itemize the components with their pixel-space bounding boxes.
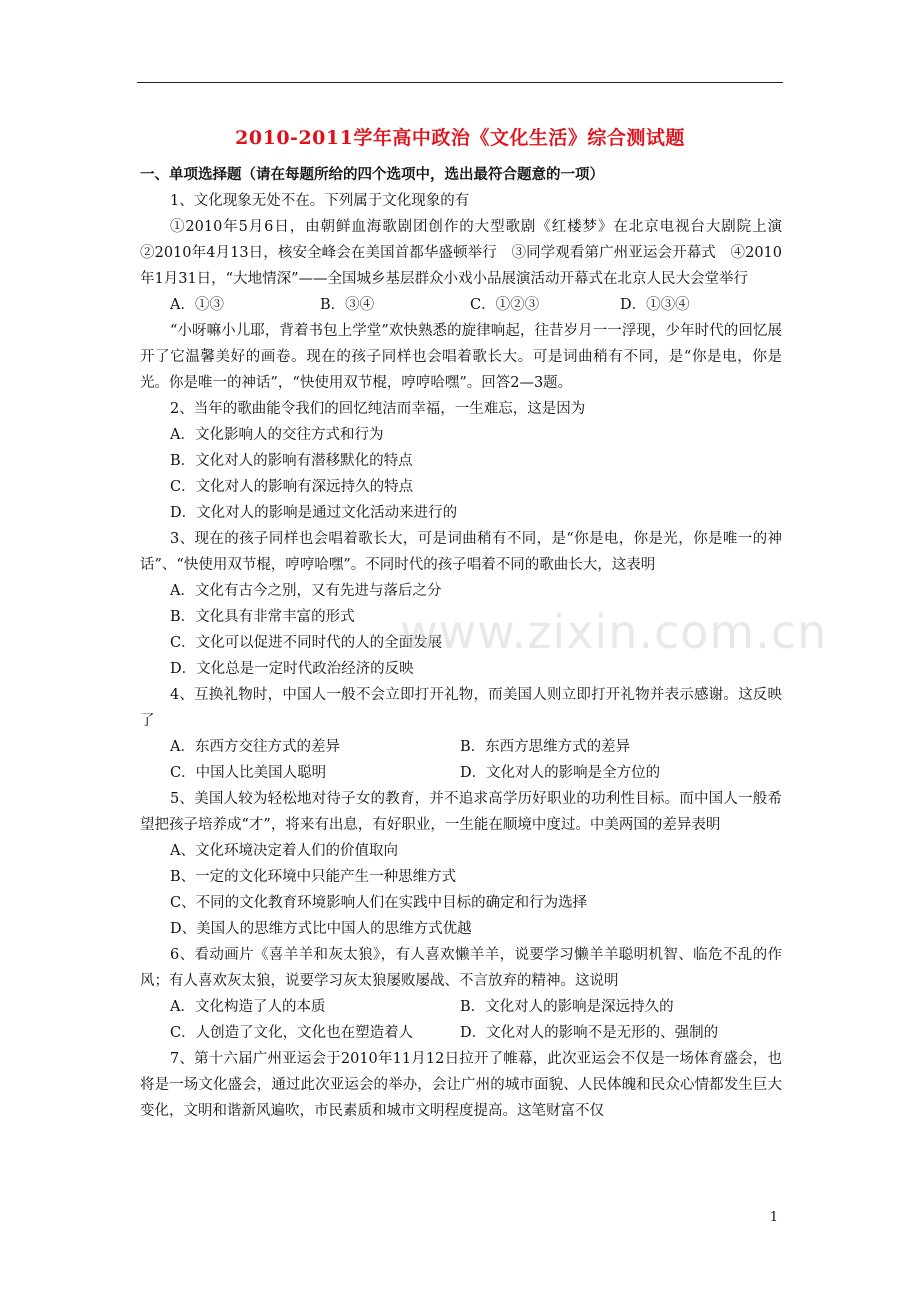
- option-b: B．文化对人的影响是深远持久的: [460, 999, 674, 1015]
- option-d: D．文化对人的影响是全方位的: [460, 765, 661, 781]
- option-d: D．文化对人的影响不是无形的、强制的: [460, 1025, 719, 1041]
- question-6-stem: 6、看动画片《喜羊羊和灰太狼》，有人喜欢懒羊羊，说要学习懒羊羊聪明机智、临危不乱的作风；有人喜欢灰太狼，说要学习灰太狼屡败屡战、不言放弃的精神。这说明: [140, 947, 782, 989]
- option-c: C．文化可以促进不同时代的人的全面发展: [170, 635, 443, 651]
- option-a: A．东西方交往方式的差异: [170, 739, 340, 755]
- header-rule: [137, 82, 783, 83]
- option-d: D．文化总是一定时代政治经济的反映: [170, 661, 414, 677]
- watermark: www.zixin.com.cn: [400, 605, 828, 659]
- question-4-options-row2: [140, 760, 782, 786]
- option-d: D．文化对人的影响是通过文化活动来进行的: [170, 505, 458, 521]
- question-1-options: [140, 292, 782, 318]
- option-a: A．文化影响人的交往方式和行为: [170, 427, 384, 443]
- question-6-options-row2: [140, 1020, 782, 1046]
- option-b: B．文化对人的影响有潜移默化的特点: [170, 453, 413, 469]
- question-2-stem: 2、当年的歌曲能令我们的回忆纯洁而幸福，一生难忘，这是因为: [170, 401, 586, 417]
- option-d: D．①③④: [620, 297, 690, 313]
- question-7-stem: 7、第十六届广州亚运会于2010年11月12日拉开了帷幕，此次亚运会不仅是一场体育盛会，也将是一场文化盛会，通过此次亚运会的举办，会让广州的城市面貌、人民体魄和民众心情都发生巨大变化，文明和谐新风遍吹，市民素质和城市文明程度提高。这笔财富不仅: [140, 1051, 782, 1119]
- option-a: A、文化环境决定着人们的价值取向: [170, 843, 398, 859]
- question-3-stem: 3、现在的孩子同样也会唱着歌长大，可是词曲稍有不同，是“你是电，你是光，你是唯一的神话”、“快使用双节棍，哼哼哈嘿”。不同时代的孩子唱着不同的歌曲长大，这表明: [140, 531, 782, 573]
- option-b: B、一定的文化环境中只能产生一种思维方式: [170, 869, 457, 885]
- question-1-stem: 1、文化现象无处不在。下列属于文化现象的有: [170, 193, 470, 209]
- option-c: C．中国人比美国人聪明: [170, 765, 327, 781]
- question-1-items: ①2010年5月6日，由朝鲜血海歌剧团创作的大型歌剧《红楼梦》在北京电视台大剧院上演 ②2010年4月13日，核安全峰会在美国首都华盛顿举行 ③同学观看第广州亚运会开幕式 ④2010年1月31日，“大地情深”——全国城乡基层群众小戏小品展演活动开幕式在北京人民大会堂举行: [140, 219, 797, 287]
- question-4-options-row1: [140, 734, 782, 760]
- option-b: B．③④: [320, 297, 375, 313]
- option-a: A．文化构造了人的本质: [170, 999, 326, 1015]
- question-4-stem: 4、互换礼物时，中国人一般不会立即打开礼物，而美国人则立即打开礼物并表示感谢。这反映了: [140, 687, 782, 729]
- option-c: C．①②③: [470, 297, 540, 313]
- option-c: C．文化对人的影响有深远持久的特点: [170, 479, 414, 495]
- option-c: C、不同的文化教育环境影响人们在实践中目标的确定和行为选择: [170, 895, 588, 911]
- option-c: C．人创造了文化，文化也在塑造着人: [170, 1025, 414, 1041]
- question-6-options-row1: [140, 994, 782, 1020]
- option-b: B．东西方思维方式的差异: [460, 739, 631, 755]
- reading-passage: “小呀嘛小儿耶，背着书包上学堂”欢快熟悉的旋律响起，往昔岁月一一浮现，少年时代的回忆展开了它温馨美好的画卷。现在的孩子同样也会唱着歌长大。可是词曲稍有不同，是“你是电，你是光。你是唯一的神话”，“快使用双节棍，哼哼哈嘿”。回答2—3题。: [140, 323, 782, 391]
- option-b: B．文化具有非常丰富的形式: [170, 609, 355, 625]
- section-heading: 一、单项选择题（请在每题所给的四个选项中，选出最符合题意的一项）: [140, 166, 604, 183]
- option-d: D、美国人的思维方式比中国人的思维方式优越: [170, 921, 472, 937]
- question-5-stem: 5、美国人较为轻松地对待子女的教育，并不追求高学历好职业的功利性目标。而中国人一般希望把孩子培养成“才”，将来有出息，有好职业，一生能在顺境中度过。中美两国的差异表明: [140, 791, 782, 833]
- option-a: A．文化有古今之别，又有先进与落后之分: [170, 583, 442, 599]
- page-number: 1: [769, 1210, 778, 1225]
- page-title: 2010-2011学年高中政治《文化生活》综合测试题: [235, 127, 685, 149]
- option-a: A．①③: [170, 297, 224, 313]
